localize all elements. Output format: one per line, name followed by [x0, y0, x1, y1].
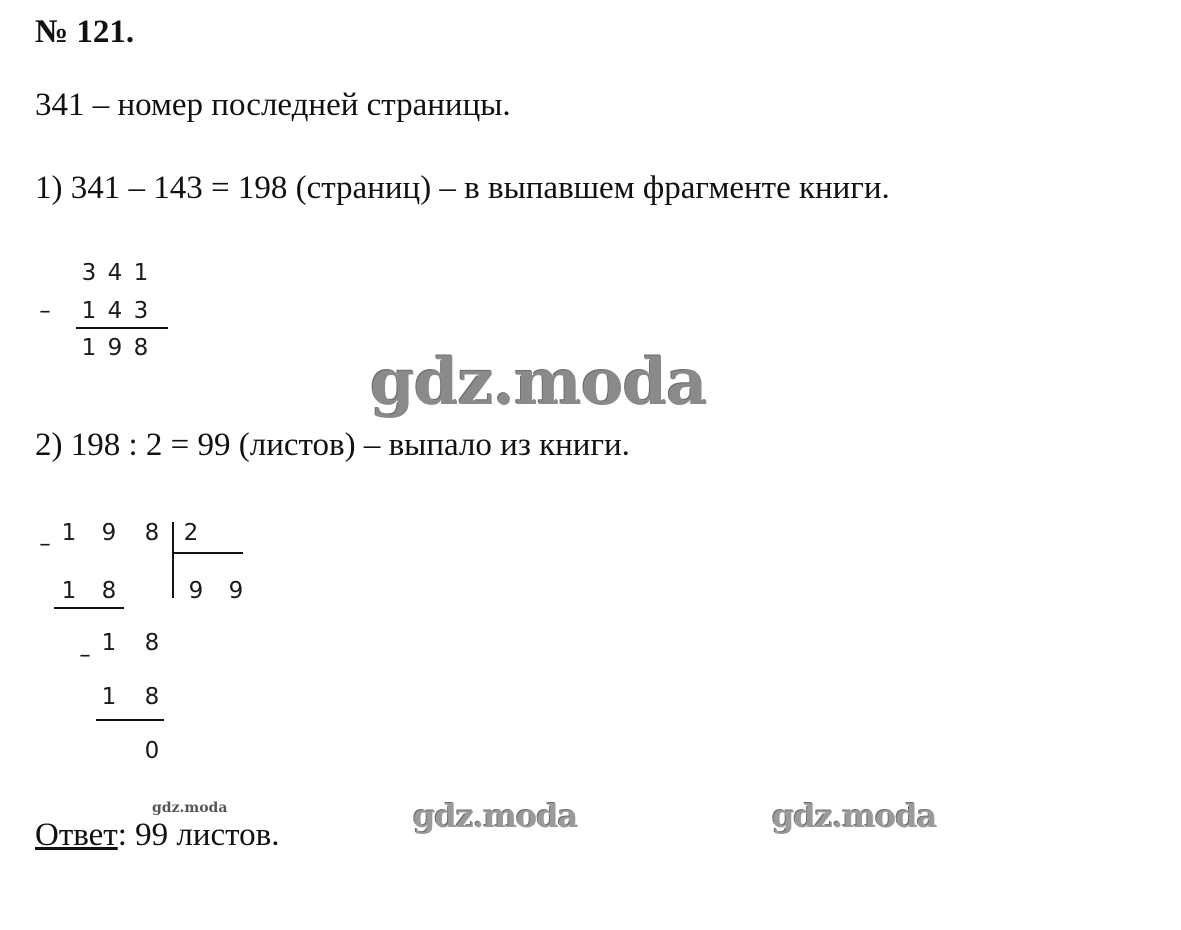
dividend-digit: 8 — [144, 520, 160, 546]
step2-digit: 1 — [101, 684, 117, 710]
dividend-digit: 9 — [101, 520, 117, 546]
text-line-3: 2) 198 : 2 = 99 (листов) – выпало из книги. — [35, 427, 630, 463]
minuend-digit: 4 — [107, 260, 123, 286]
watermark-logo: gdz.moda — [772, 797, 937, 835]
problem-number: № 121. — [35, 14, 135, 50]
difference-digit: 1 — [81, 335, 97, 361]
final-remainder: 0 — [144, 738, 160, 764]
difference-digit: 9 — [107, 335, 123, 361]
quotient-digit: 9 — [228, 578, 244, 604]
step1-digit: 8 — [101, 578, 117, 604]
step1-digit: 1 — [61, 578, 77, 604]
minuend-digit: 1 — [133, 260, 149, 286]
quotient-digit: 9 — [188, 578, 204, 604]
subtrahend-digit: 3 — [133, 298, 149, 324]
watermark-logo: gdz.moda — [413, 797, 578, 835]
dividend-digit: 1 — [61, 520, 77, 546]
answer-label: Ответ — [35, 817, 118, 853]
remainder-digit: 1 — [101, 630, 117, 656]
divisor: 2 — [183, 520, 199, 546]
step2-digit: 8 — [144, 684, 160, 710]
difference-digit: 8 — [133, 335, 149, 361]
watermark-logo: gdz.moda — [370, 345, 707, 420]
answer-text: : 99 листов. — [117, 817, 280, 853]
minus-sign: – — [39, 298, 51, 324]
answer-line — [35, 817, 279, 854]
text-line-2: 1) 341 – 143 = 198 (страниц) – в выпавшем фрагменте книги. — [35, 170, 890, 206]
minuend-digit: 3 — [81, 260, 97, 286]
minus-sign: – — [79, 642, 91, 668]
subtraction-rule — [76, 327, 168, 329]
quotient-rule — [173, 552, 243, 554]
watermark-small: gdz.moda — [152, 800, 228, 816]
subtrahend-digit: 1 — [81, 298, 97, 324]
remainder-digit: 8 — [144, 630, 160, 656]
text-line-1: 341 – номер последней страницы. — [35, 87, 511, 123]
step2-rule — [96, 719, 164, 721]
minus-sign: – — [39, 531, 51, 557]
step1-rule — [54, 607, 124, 609]
division-bar — [172, 522, 174, 598]
subtrahend-digit: 4 — [107, 298, 123, 324]
